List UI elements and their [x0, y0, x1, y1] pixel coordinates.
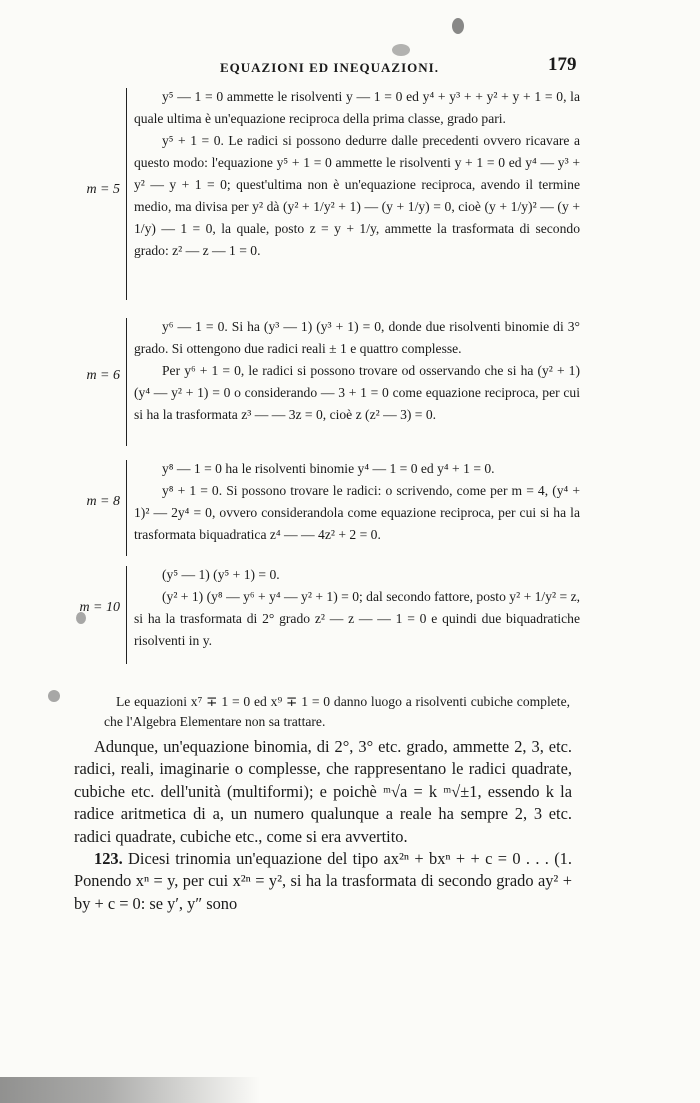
paragraph-trinomial — [74, 848, 572, 915]
case-label: m = 5 — [86, 182, 120, 197]
ink-smudge — [48, 690, 60, 702]
case-line: y⁵ — 1 = 0 ammette le risolventi y — 1 = 0 ed y⁴ + y³ + + y² + y + 1 = 0, la quale ultima è un'equazione reciproca della prima classe, grado pari. — [134, 89, 580, 126]
case-line: y⁸ + 1 = 0. Si possono trovare le radici: o scrivendo, come per m = 4, (y⁴ + 1)² — 2y⁴ = 0, ovvero considerandola come equazione reciproca, per cui si ha la trasformata biquadratica z⁴ — — 4z² + 2 = 0. — [134, 483, 580, 542]
case-line: (y⁵ — 1) (y⁵ + 1) = 0. — [162, 567, 280, 582]
case-bracket — [126, 460, 127, 556]
case-line: Per y⁶ + 1 = 0, le radici si possono trovare od osservando che si ha (y² + 1) (y⁴ — y² + 1) = 0 o considerando — 3 + 1 = 0 come equazione reciproca, per cui si ha la trasformata z³ — — 3z = 0, cioè z (z² — 3) = 0. — [134, 363, 580, 422]
case-m8 — [0, 458, 700, 558]
case-bracket — [126, 318, 127, 446]
running-title: EQUAZIONI ED INEQUAZIONI. — [220, 60, 439, 75]
case-line: y⁶ — 1 = 0. Si ha (y³ — 1) (y³ + 1) = 0, donde due risolventi binomie di 3° grado. Si ottengono due radici reali ± 1 e quattro complesse. — [134, 319, 580, 356]
ink-smudge — [392, 44, 410, 56]
ink-smudge — [76, 612, 86, 624]
case-text — [134, 316, 580, 426]
case-text — [134, 564, 580, 652]
note-paragraph: Le equazioni x⁷ ∓ 1 = 0 ed x⁹ ∓ 1 = 0 danno luogo a risolventi cubiche complete, che l'Algebra Elementare non sa trattare. — [104, 693, 570, 729]
case-text — [134, 86, 580, 262]
case-label: m = 6 — [86, 368, 120, 383]
page-edge-shadow — [0, 1077, 260, 1103]
case-line: y⁸ — 1 = 0 ha le risolventi binomie y⁴ — 1 = 0 ed y⁴ + 1 = 0. — [162, 461, 495, 476]
page-number: 179 — [548, 54, 577, 75]
case-bracket — [126, 88, 127, 300]
case-label: m = 8 — [86, 494, 120, 509]
case-line: y⁵ + 1 = 0. Le radici si possono dedurre dalle precedenti ovvero ricavare a questo modo: l'equazione y⁵ + 1 = 0 ammette le risolventi y + 1 = 0 ed y⁴ — y³ + y² — y + 1 = 0; quest'ultima non è un'equazione reciproca, avendo il termine medio, ma divisa per y² dà (y² + 1/y² + 1) — (y + 1/y) = 0, cioè (y + 1/y)² — (y + 1/y) — 1 = 0, la quale, posto z = y + 1/y, ammette la trasformata di secondo grado: z² — z — 1 = 0. — [134, 133, 580, 258]
case-bracket — [126, 566, 127, 664]
case-line: (y² + 1) (y⁸ — y⁶ + y⁴ — y² + 1) = 0; dal secondo fattore, posto y² + 1/y² = z, si ha la trasformata di 2° grado z² — z — — 1 = 0 e quindi due biquadratiche risolventi in y. — [134, 589, 580, 648]
section-number: 123. — [94, 849, 123, 869]
page-header — [0, 54, 700, 82]
case-label: m = 10 — [79, 600, 120, 615]
case-m5 — [0, 86, 700, 304]
case-m10 — [0, 564, 700, 668]
main-text — [74, 736, 572, 915]
case-text — [134, 458, 580, 546]
ink-smudge — [452, 18, 464, 34]
paragraph-binomial-summary: Adunque, un'equazione binomia, di 2°, 3° etc. grado, ammette 2, 3, etc. radici, reali, imaginarie o complesse, che rappresentano le radici quadrate, cubiche etc. dell'unità (multiformi); e poichè ᵐ√a = k ᵐ√±1, essendo k la radice aritmetica di a, un numero qualunque a reale ha sempre 2, 3 etc. radici quadrate, cubiche etc., come si era avvertito. — [74, 737, 572, 846]
paragraph-trinomial-text: Dicesi trinomia un'equazione del tipo ax²ⁿ + bxⁿ + + c = 0 . . . (1. Ponendo xⁿ = y, per cui x²ⁿ = y², si ha la trasformata di secondo grado ay² + by + c = 0: se y′, y″ sono — [74, 849, 572, 913]
case-m6 — [0, 316, 700, 448]
